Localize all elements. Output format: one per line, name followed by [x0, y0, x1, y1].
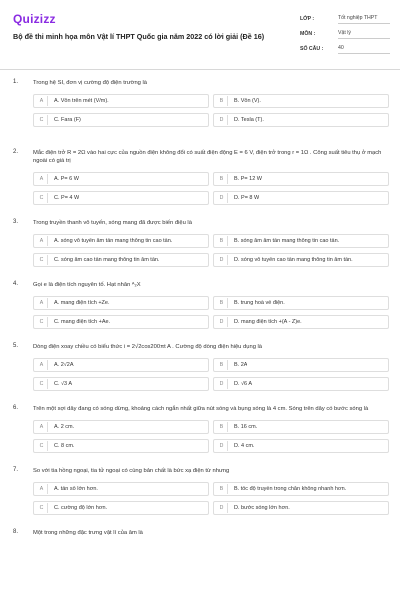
question-item: [0, 343, 400, 391]
answer-row: [33, 296, 389, 310]
question-text: Trong truyền thanh vô tuyến, sóng mang đã được biến điệu là: [33, 220, 192, 226]
question-list: [0, 79, 400, 551]
question-number: 5.: [13, 343, 19, 349]
worksheet-header: [0, 0, 400, 62]
option-text: D. Tesla (T).: [234, 117, 264, 123]
meta-value: 40: [338, 45, 390, 54]
question-text: Trong hệ SI, đơn vị cường độ điện trường là: [33, 80, 148, 86]
answer-option-c[interactable]: [33, 191, 209, 205]
answer-row: [33, 253, 389, 267]
question-text: Dòng điện xoay chiều có biểu thức i = 2√2cos200πt A . Cường độ dòng điện hiệu dụng là: [33, 344, 263, 350]
question-item: [0, 529, 400, 537]
meta-value: Vật lý: [338, 30, 390, 39]
answer-option-c[interactable]: [33, 377, 209, 391]
answer-options: [33, 420, 389, 453]
question-text: Trên một sợi dây đang có sóng dừng, khoảng cách ngắn nhất giữa nút sóng và bụng sóng là 4 cm. Sóng trên dây có bước sóng là: [33, 406, 369, 412]
answer-row: [33, 501, 389, 515]
option-text: A. mang điện tích +Ze.: [54, 300, 110, 306]
answer-option-c[interactable]: [33, 501, 209, 515]
option-letter-badge: B: [216, 236, 228, 246]
answer-options: [33, 296, 389, 329]
question-text: Mắc điện trở R = 2Ω vào hai cực của nguồn điện không đổi có suất điện động E = 6 V, điện trở trong r = 1Ω . Công suất tiêu thụ ở mạch ngoài có giá trị: [33, 150, 382, 164]
answer-option-b[interactable]: [213, 94, 389, 108]
option-text: B. 2A: [234, 362, 248, 368]
answer-option-a[interactable]: [33, 420, 209, 434]
question-number: 4.: [13, 281, 19, 287]
answer-row: [33, 439, 389, 453]
option-letter-badge: A: [36, 484, 48, 494]
question-number: 3.: [13, 219, 19, 225]
question-text: Một trong những đặc trưng vật lí của âm là: [33, 530, 143, 536]
option-text: B. 16 cm.: [234, 424, 258, 430]
question-item: [0, 467, 400, 515]
option-letter-badge: B: [216, 174, 228, 184]
option-letter-badge: C: [36, 255, 48, 265]
question-item: [0, 281, 400, 329]
option-text: D. P= 8 W: [234, 195, 260, 201]
option-text: A. 2 cm.: [54, 424, 75, 430]
answer-option-b[interactable]: [213, 172, 389, 186]
answer-row: [33, 191, 389, 205]
answer-row: [33, 377, 389, 391]
answer-row: [33, 420, 389, 434]
meta-row-question-count: [300, 46, 392, 61]
answer-option-d[interactable]: [213, 315, 389, 329]
question-number: 6.: [13, 405, 19, 411]
option-text: D. bước sóng lớn hơn.: [234, 505, 290, 511]
option-text: D. sóng vô tuyến cao tần mang thông tin âm tần.: [234, 257, 353, 263]
option-letter-badge: D: [216, 317, 228, 327]
meta-label: LỚP :: [300, 16, 315, 22]
option-letter-badge: C: [36, 193, 48, 203]
option-letter-badge: A: [36, 174, 48, 184]
option-letter-badge: A: [36, 360, 48, 370]
option-letter-badge: C: [36, 503, 48, 513]
answer-options: [33, 234, 389, 267]
option-letter-badge: A: [36, 236, 48, 246]
answer-option-d[interactable]: [213, 439, 389, 453]
option-letter-badge: D: [216, 255, 228, 265]
question-text: Gọi e là điện tích nguyên tố. Hạt nhân ᴬ₂X: [33, 282, 141, 288]
option-letter-badge: D: [216, 115, 228, 125]
option-letter-badge: B: [216, 484, 228, 494]
option-letter-badge: B: [216, 298, 228, 308]
answer-options: [33, 172, 389, 205]
answer-option-b[interactable]: [213, 296, 389, 310]
answer-options: [33, 482, 389, 515]
question-item: [0, 79, 400, 127]
quizizz-logo[interactable]: Quizizz: [13, 12, 56, 26]
answer-option-a[interactable]: [33, 482, 209, 496]
meta-label: MÔN :: [300, 31, 316, 37]
option-text: D. 4 cm.: [234, 443, 255, 449]
option-text: B. sóng âm âm tần mang thông tin cao tần.: [234, 238, 340, 244]
question-item: [0, 149, 400, 205]
answer-option-d[interactable]: [213, 113, 389, 127]
worksheet-title: Bộ đề thi minh họa môn Vật lí THPT Quốc gia năm 2022 có lời giải (Đề 16): [13, 32, 265, 41]
option-text: B. trung hoà về điện.: [234, 300, 285, 306]
answer-option-c[interactable]: [33, 315, 209, 329]
question-number: 7.: [13, 467, 19, 473]
answer-option-d[interactable]: [213, 377, 389, 391]
worksheet-meta: [300, 16, 392, 61]
answer-row: [33, 358, 389, 372]
meta-row-class: [300, 16, 392, 31]
answer-option-a[interactable]: [33, 234, 209, 248]
answer-option-b[interactable]: [213, 234, 389, 248]
question-item: [0, 219, 400, 267]
option-text: A. tần số lớn hơn.: [54, 486, 98, 492]
answer-option-a[interactable]: [33, 296, 209, 310]
answer-row: [33, 234, 389, 248]
option-text: C. cường độ lớn hơn.: [54, 505, 108, 511]
option-text: D. √6 A: [234, 381, 252, 387]
answer-option-a[interactable]: [33, 94, 209, 108]
answer-options: [33, 94, 389, 127]
answer-options: [33, 358, 389, 391]
option-letter-badge: D: [216, 379, 228, 389]
answer-option-c[interactable]: [33, 113, 209, 127]
option-text: B. Vôn (V).: [234, 98, 261, 104]
header-divider: [0, 69, 400, 70]
option-letter-badge: C: [36, 317, 48, 327]
question-number: 2.: [13, 149, 19, 155]
answer-option-a[interactable]: [33, 172, 209, 186]
meta-row-subject: [300, 31, 392, 46]
answer-row: [33, 94, 389, 108]
option-letter-badge: B: [216, 422, 228, 432]
option-text: B. P= 12 W: [234, 176, 262, 182]
question-text: So với tia hồng ngoại, tia tử ngoại có cùng bản chất là bức xạ điện từ nhưng: [33, 468, 230, 474]
answer-option-d[interactable]: [213, 191, 389, 205]
answer-option-b[interactable]: [213, 482, 389, 496]
answer-option-d[interactable]: [213, 501, 389, 515]
option-text: C. P= 4 W: [54, 195, 80, 201]
answer-row: [33, 113, 389, 127]
answer-option-b[interactable]: [213, 420, 389, 434]
question-number: 1.: [13, 79, 19, 85]
option-text: C. sóng âm cao tần mang thông tin âm tần.: [54, 257, 160, 263]
option-text: C. 8 cm.: [54, 443, 75, 449]
option-text: A. P= 6 W: [54, 176, 79, 182]
answer-option-b[interactable]: [213, 358, 389, 372]
option-letter-badge: A: [36, 96, 48, 106]
question-item: [0, 405, 400, 453]
option-letter-badge: D: [216, 503, 228, 513]
option-letter-badge: D: [216, 441, 228, 451]
meta-label: SỐ CÂU :: [300, 46, 324, 52]
option-letter-badge: C: [36, 379, 48, 389]
option-text: C. mang điện tích +Ae.: [54, 319, 111, 325]
option-letter-badge: C: [36, 441, 48, 451]
option-letter-badge: A: [36, 422, 48, 432]
option-text: D. mang điện tích +(A - Z)e.: [234, 319, 302, 325]
answer-option-c[interactable]: [33, 253, 209, 267]
question-number: 8.: [13, 529, 19, 535]
option-letter-badge: A: [36, 298, 48, 308]
answer-option-d[interactable]: [213, 253, 389, 267]
answer-row: [33, 172, 389, 186]
option-text: A. 2√2A: [54, 362, 74, 368]
option-letter-badge: C: [36, 115, 48, 125]
answer-option-c[interactable]: [33, 439, 209, 453]
answer-row: [33, 482, 389, 496]
meta-value: Tốt nghiệp THPT: [338, 15, 390, 24]
answer-row: [33, 315, 389, 329]
option-text: A. Vôn trên mét (V/m).: [54, 98, 109, 104]
option-letter-badge: D: [216, 193, 228, 203]
option-letter-badge: B: [216, 360, 228, 370]
option-text: C. Fara (F): [54, 117, 81, 123]
option-letter-badge: B: [216, 96, 228, 106]
option-text: A. sóng vô tuyến âm tần mang thông tin cao tần.: [54, 238, 173, 244]
option-text: B. tốc độ truyền trong chân không nhanh hơn.: [234, 486, 347, 492]
answer-option-a[interactable]: [33, 358, 209, 372]
option-text: C. √3 A: [54, 381, 72, 387]
